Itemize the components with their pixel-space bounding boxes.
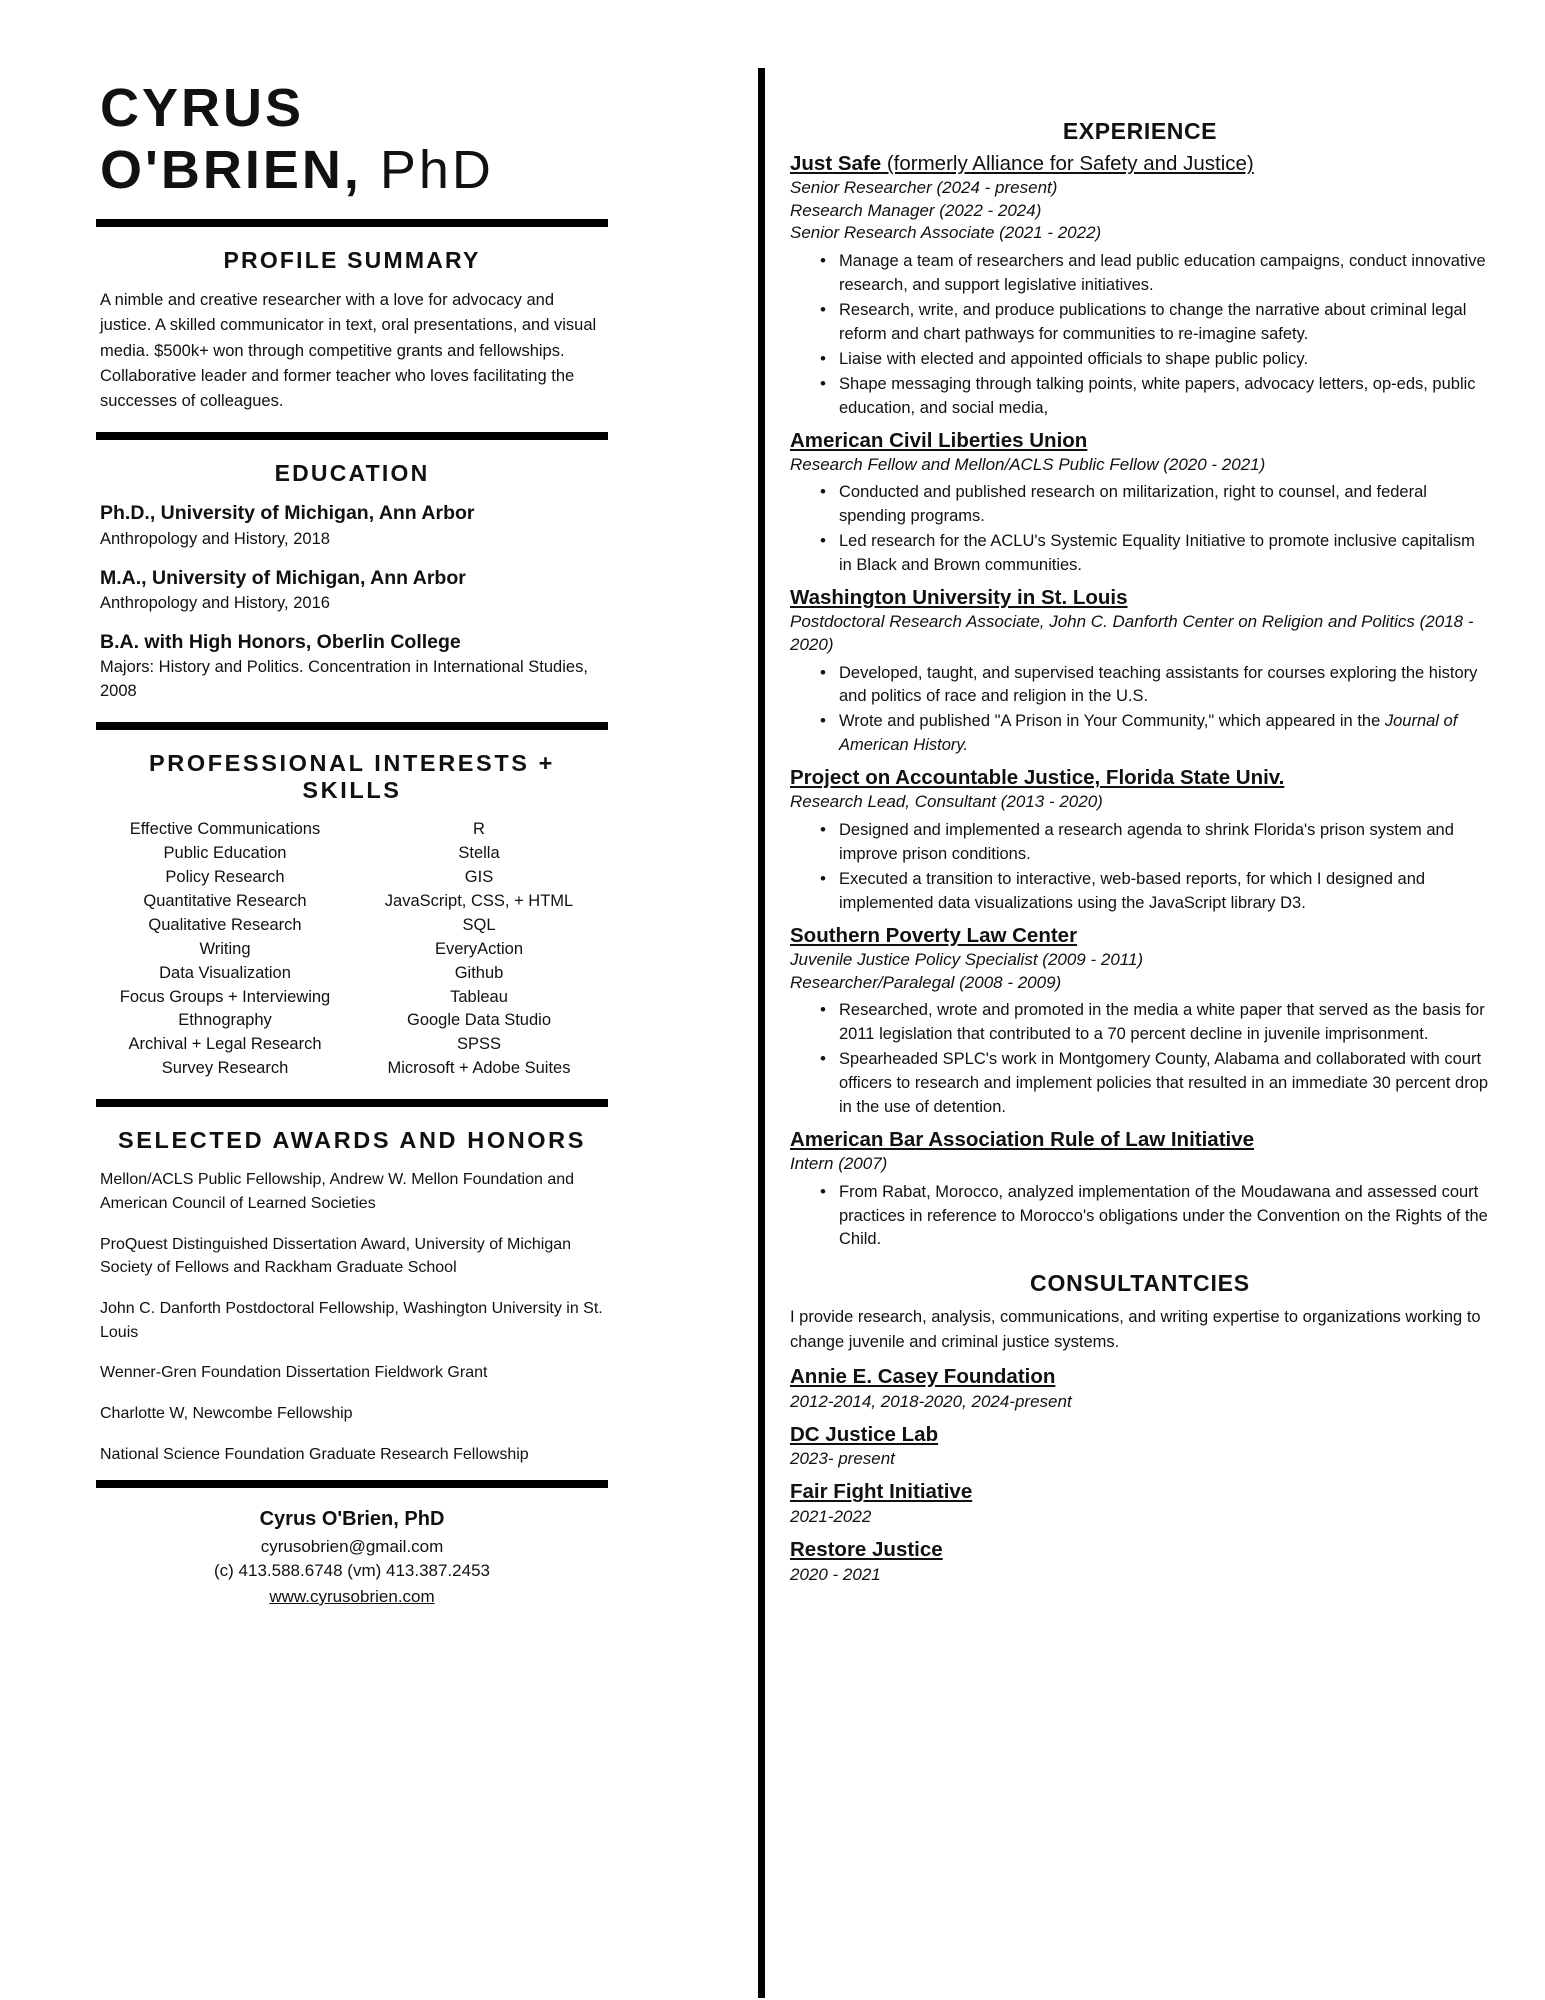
consultancy-name: Restore Justice — [790, 1538, 943, 1562]
education-item — [100, 501, 608, 551]
experience-heading: EXPERIENCE — [1062, 118, 1218, 144]
experience-role: Senior Researcher (2024 - present) — [790, 178, 1058, 198]
award-item: John C. Danforth Postdoctoral Fellowship, Washington University in St. Louis — [100, 1299, 603, 1341]
experience-organization: Project on Accountable Justice, Florida State Univ. — [790, 766, 1285, 790]
right-column — [790, 118, 1490, 1595]
bullet-item: • Conducted and published research on militarization, right to counsel, and federal spending programs. — [820, 481, 1490, 529]
consultancies-intro: I provide research, analysis, communications, and writing expertise to organizations working to change juvenile and criminal justice systems. — [790, 1308, 1481, 1352]
contact-block — [96, 1508, 608, 1608]
skill-item: R — [473, 820, 485, 839]
skills-heading: PROFESSIONAL INTERESTS + SKILLS — [148, 750, 556, 804]
experience-role: Postdoctoral Research Associate, John C. Danforth Center on Religion and Politics (2018 - 2020) — [790, 612, 1474, 654]
experience-organization: Southern Poverty Law Center — [790, 923, 1078, 947]
experience-bullets — [790, 1181, 1490, 1253]
left-column — [96, 78, 608, 1609]
consultancy-name: Fair Fight Initiative — [790, 1480, 973, 1504]
divider-above-contact — [96, 1480, 608, 1488]
consultancy-years: 2012-2014, 2018-2020, 2024-present — [790, 1391, 1072, 1411]
skill-item: Microsoft + Adobe Suites — [387, 1059, 571, 1078]
bullet-item: • Executed a transition to interactive, web-based reports, for which I designed and implemented data visualizations using the JavaScript library D3. — [820, 868, 1490, 916]
skill-item: Policy Research — [165, 867, 285, 886]
bullet-item: • Manage a team of researchers and lead public education campaigns, conduct innovative research, and support legislative initiatives. — [820, 250, 1490, 298]
bullet-item: • Liaise with elected and appointed officials to shape public policy. — [820, 348, 1490, 372]
award-item: Mellon/ACLS Public Fellowship, Andrew W. Mellon Foundation and American Council of Learned Societies — [100, 1171, 575, 1212]
consultancy-entry — [790, 1364, 1490, 1413]
education-detail: Anthropology and History, 2018 — [100, 529, 330, 548]
experience-bullets — [790, 999, 1490, 1120]
skills-column-right — [352, 818, 606, 1081]
awards-list — [96, 1168, 608, 1466]
skill-item: SPSS — [456, 1035, 502, 1054]
bullet-item: • Research, write, and produce publications to change the narrative about criminal legal reform and chart pathways for communities to re-imagine safety. — [820, 299, 1490, 347]
award-item: Wenner-Gren Foundation Dissertation Fieldwork Grant — [100, 1364, 488, 1382]
profile-summary-heading: PROFILE SUMMARY — [223, 247, 481, 274]
skill-item: Archival + Legal Research — [128, 1035, 322, 1054]
experience-entry — [790, 923, 1490, 1120]
bullet-item: • Developed, taught, and supervised teaching assistants for courses exploring the history and politics of race and religion in the U.S. — [820, 662, 1490, 710]
consultancy-years: 2020 - 2021 — [790, 1564, 881, 1584]
skill-item: Stella — [458, 844, 500, 862]
experience-entry — [790, 765, 1490, 916]
skill-item: Ethnography — [178, 1011, 272, 1030]
skill-item: Data Visualization — [159, 963, 291, 982]
consultancies-heading: CONSULTANTCIES — [1030, 1270, 1250, 1297]
skill-item: Effective Communications — [129, 820, 321, 839]
education-heading: EDUCATION — [274, 460, 430, 487]
bullet-item: • Shape messaging through talking points, white papers, advocacy letters, op-eds, public education, and social media, — [820, 373, 1490, 421]
skill-item: EveryAction — [434, 939, 524, 958]
last-name: O'BRIEN, — [100, 139, 362, 200]
skill-item: Writing — [199, 939, 251, 958]
contact-name: Cyrus O'Brien, PhD — [259, 1508, 445, 1531]
experience-bullets — [790, 481, 1490, 578]
org-alias: (formerly Alliance for Safety and Justice) — [881, 152, 1254, 175]
skill-item: Qualitative Research — [148, 915, 302, 934]
bullet-item: • From Rabat, Morocco, analyzed implementation of the Moudawana and assessed court practices in reference to Morocco's obligations under the Convention on the Rights of the Child. — [820, 1181, 1490, 1253]
name-header — [96, 78, 608, 201]
skill-item: GIS — [464, 867, 494, 886]
education-item — [100, 630, 608, 704]
education-degree: M.A., University of Michigan, Ann Arbor — [100, 566, 466, 589]
skill-item: Tableau — [450, 987, 508, 1006]
consultancy-years: 2023- present — [790, 1449, 895, 1469]
consultancy-name: Annie E. Casey Foundation — [790, 1364, 1056, 1388]
experience-role: Intern (2007) — [790, 1154, 888, 1174]
education-degree: Ph.D., University of Michigan, Ann Arbor — [100, 502, 475, 525]
contact-website-link[interactable]: www.cyrusobrien.com — [269, 1586, 435, 1606]
bullet-item: • Researched, wrote and promoted in the media a white paper that served as the basis for 2011 legislation that contributed to a 70 percent decline in juvenile imprisonment. — [820, 999, 1490, 1047]
skill-item: Google Data Studio — [406, 1011, 551, 1030]
bullet-item: • Spearheaded SPLC's work in Montgomery County, Alabama and collaborated with court officers to research and implement policies that resulted in an immediate 30 percent drop in the use of detention. — [820, 1048, 1490, 1120]
experience-role: Juvenile Justice Policy Specialist (2009 - 2011) — [790, 949, 1144, 969]
skill-item: Github — [454, 963, 504, 982]
divider-above-skills — [96, 722, 608, 730]
awards-heading: SELECTED AWARDS AND HONORS — [118, 1127, 586, 1154]
experience-organization: American Bar Association Rule of Law Initiative — [790, 1127, 1255, 1151]
name-suffix: PhD — [379, 139, 494, 200]
consultancy-years: 2021-2022 — [790, 1507, 872, 1526]
divider-above-awards — [96, 1099, 608, 1107]
bullet-item: • Led research for the ACLU's Systemic Equality Initiative to promote inclusive capitalism in Black and Brown communities. — [820, 530, 1490, 578]
consultancy-name: DC Justice Lab — [790, 1422, 939, 1446]
experience-entry — [790, 151, 1490, 421]
skill-item: Public Education — [163, 844, 287, 862]
consultancy-entry — [790, 1537, 1490, 1586]
experience-role: Research Lead, Consultant (2013 - 2020) — [790, 792, 1103, 812]
experience-role: Research Manager (2022 - 2024) — [790, 200, 1042, 220]
experience-bullets — [790, 662, 1490, 759]
bullet-item: • Designed and implemented a research agenda to shrink Florida's prison system and improve prison conditions. — [820, 819, 1490, 867]
column-divider — [758, 68, 765, 1998]
skills-grid — [96, 818, 608, 1081]
award-item: National Science Foundation Graduate Research Fellowship — [100, 1445, 529, 1463]
skill-item: Focus Groups + Interviewing — [119, 987, 331, 1006]
experience-organization: American Civil Liberties Union — [790, 428, 1088, 452]
education-item — [100, 566, 608, 616]
award-item: Charlotte W, Newcombe Fellowship — [100, 1404, 353, 1422]
consultancy-entry — [790, 1422, 1490, 1471]
consultancy-entry — [790, 1479, 1490, 1528]
education-detail: Anthropology and History, 2016 — [100, 593, 330, 612]
experience-organization: Washington University in St. Louis — [790, 586, 1128, 610]
skill-item: SQL — [462, 915, 496, 934]
contact-phones: (c) 413.588.6748 (vm) 413.387.2453 — [214, 1561, 490, 1581]
education-degree: B.A. with High Honors, Oberlin College — [100, 630, 461, 653]
divider-above-education — [96, 432, 608, 440]
experience-role: Research Fellow and Mellon/ACLS Public Fellow (2020 - 2021) — [790, 454, 1266, 474]
education-detail: Majors: History and Politics. Concentration in International Studies, 2008 — [100, 658, 588, 701]
last-name-line — [100, 140, 608, 202]
experience-role: Researcher/Paralegal (2008 - 2009) — [790, 972, 1062, 992]
skill-item: Survey Research — [161, 1059, 289, 1078]
skills-column-left — [98, 818, 352, 1081]
experience-organization — [790, 151, 1490, 177]
experience-entry — [790, 428, 1490, 579]
skill-item: Quantitative Research — [143, 891, 307, 910]
skill-item: JavaScript, CSS, + HTML — [384, 891, 574, 910]
org-name: Just Safe — [790, 152, 882, 175]
experience-entry — [790, 1127, 1490, 1253]
contact-email[interactable]: cyrusobrien@gmail.com — [260, 1537, 444, 1557]
experience-entry — [790, 585, 1490, 758]
first-name: CYRUS — [100, 78, 305, 138]
divider-under-name — [96, 219, 608, 227]
experience-role: Senior Research Associate (2021 - 2022) — [790, 223, 1102, 243]
experience-bullets — [790, 250, 1490, 420]
award-item: ProQuest Distinguished Dissertation Award, University of Michigan Society of Fellows and Rackham Graduate School — [100, 1235, 572, 1277]
profile-summary-text: A nimble and creative researcher with a love for advocacy and justice. A skilled communicator in text, oral presentations, and visual media. $500k+ won through competitive grants and fellowships. Collaborative leader and former teacher who loves facilitating the successes of colleagues. — [100, 291, 597, 411]
bullet-item: • Wrote and published "A Prison in Your Community," which appeared in the Journal of American History. — [820, 710, 1490, 758]
experience-bullets — [790, 819, 1490, 916]
